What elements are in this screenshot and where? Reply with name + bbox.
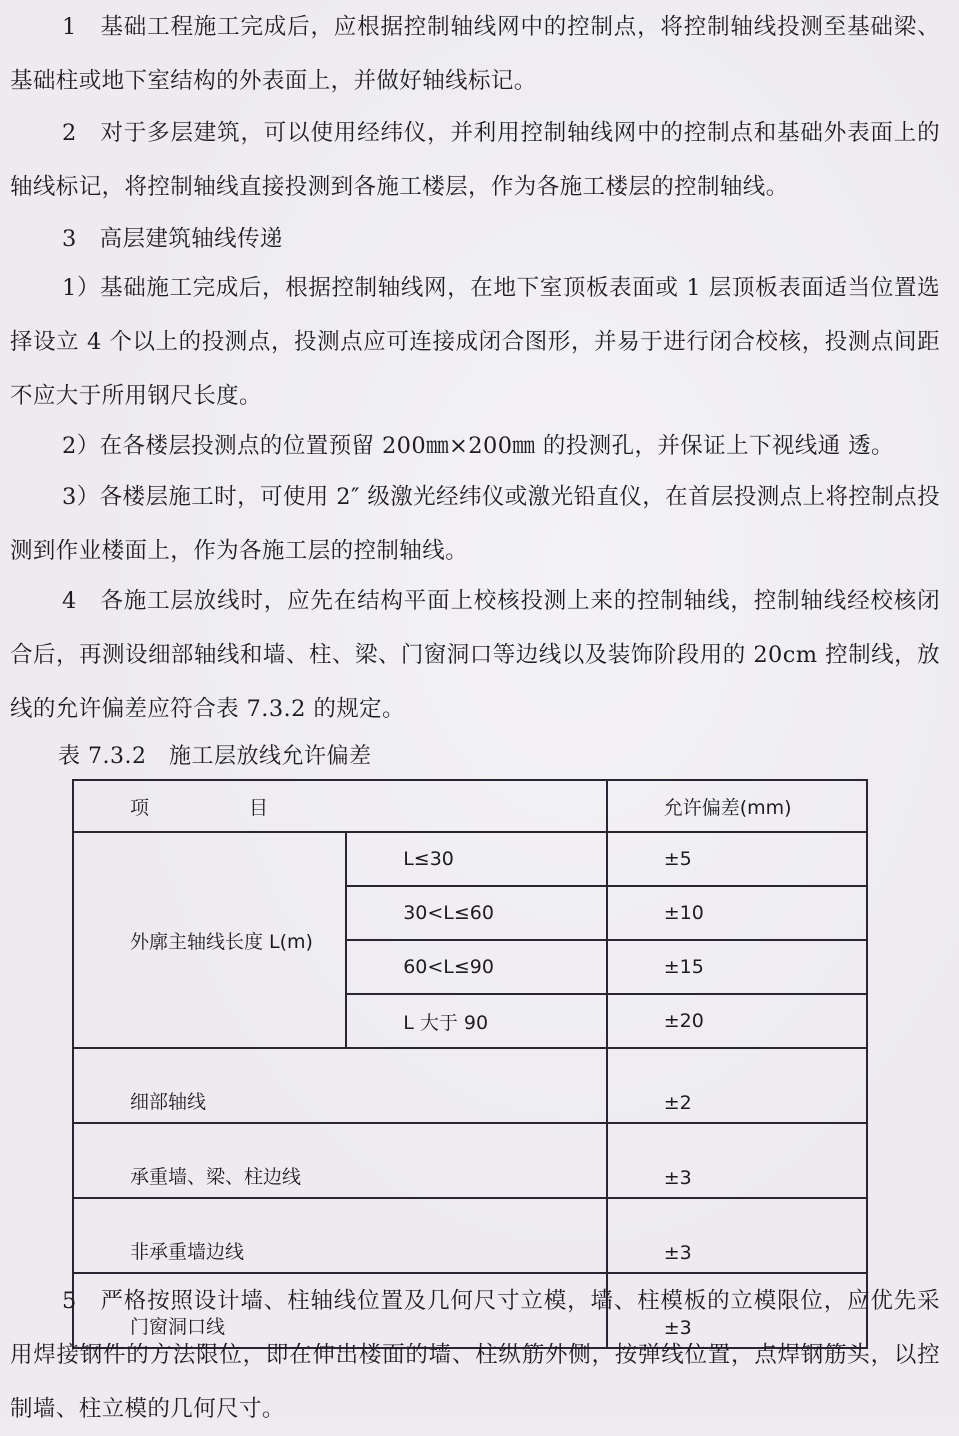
- range-cell: 30<L≤60: [346, 886, 606, 940]
- table-row: [73, 1198, 867, 1273]
- range-cell: L≤30: [346, 832, 606, 886]
- header-item-b: 目: [249, 796, 269, 819]
- item-cell: 非承重墙边线: [73, 1198, 607, 1273]
- table-row: [73, 1048, 867, 1123]
- paragraph-5: 5 严格按照设计墙、柱轴线位置及几何尺寸立模，墙、柱模板的立模限位，应优先采用焊接钢件的方法限位，即在伸出楼面的墙、柱纵筋外侧，按弹线位置，点焊钢筋头，以控制墙、柱立模的几何尺寸。: [10, 1288, 940, 1422]
- item-cell: 承重墙、梁、柱边线: [73, 1123, 607, 1198]
- table-header-row: [73, 780, 867, 832]
- tolerance-cell: ±3: [607, 1123, 867, 1198]
- tolerance-cell: ±2: [607, 1048, 867, 1123]
- range-cell: 60<L≤90: [346, 940, 606, 994]
- paragraph-3-2: 2）在各楼层投测点的位置预留 200㎜×200㎜ 的投测孔，并保证上下视线通 透。: [62, 433, 894, 459]
- table-row: [73, 832, 867, 886]
- paragraph-3-3: 3）各楼层施工时，可使用 2″ 级激光经纬仪或激光铅直仪，在首层投测点上将控制点投测到作业楼面上，作为各施工层的控制轴线。: [10, 484, 940, 564]
- tolerance-cell: ±5: [607, 832, 867, 886]
- table-row: [73, 1123, 867, 1198]
- item-cell: 门窗洞口线: [73, 1273, 607, 1348]
- tolerance-cell: ±3: [607, 1273, 867, 1348]
- tolerance-cell: ±3: [607, 1198, 867, 1273]
- tolerance-cell: ±10: [607, 886, 867, 940]
- header-tolerance: 允许偏差(mm): [607, 780, 867, 832]
- paragraph-3-1: 1）基础施工完成后，根据控制轴线网，在地下室顶板表面或 1 层顶板表面适当位置选择设立 4 个以上的投测点，投测点应可连接成闭合图形，并易于进行闭合校核，投测点间距不应大于所用钢尺长度。: [10, 275, 940, 409]
- header-item: [73, 780, 607, 832]
- tolerance-table: [72, 779, 868, 1349]
- paragraph-3-heading: 3 高层建筑轴线传递: [62, 226, 283, 252]
- paragraph-1: 1 基础工程施工完成后，应根据控制轴线网中的控制点，将控制轴线投测至基础梁、基础柱或地下室结构的外表面上，并做好轴线标记。: [10, 14, 940, 94]
- item-cell: 细部轴线: [73, 1048, 607, 1123]
- paragraph-2: 2 对于多层建筑，可以使用经纬仪，并利用控制轴线网中的控制点和基础外表面上的轴线标记，将控制轴线直接投测到各施工楼层，作为各施工楼层的控制轴线。: [10, 120, 940, 200]
- table-caption: 表 7.3.2 施工层放线允许偏差: [58, 744, 372, 769]
- tolerance-cell: ±15: [607, 940, 867, 994]
- range-cell: L 大于 90: [346, 994, 606, 1048]
- tolerance-cell: ±20: [607, 994, 867, 1048]
- group-label: 外廓主轴线长度 L(m): [73, 832, 346, 1048]
- paragraph-4: 4 各施工层放线时，应先在结构平面上校核投测上来的控制轴线，控制轴线经校核闭合后，再测设细部轴线和墙、柱、梁、门窗洞口等边线以及装饰阶段用的 20cm 控制线，放线的允许偏差应符合表 7.3.2 的规定。: [10, 588, 940, 722]
- header-item-a: 项: [130, 796, 150, 819]
